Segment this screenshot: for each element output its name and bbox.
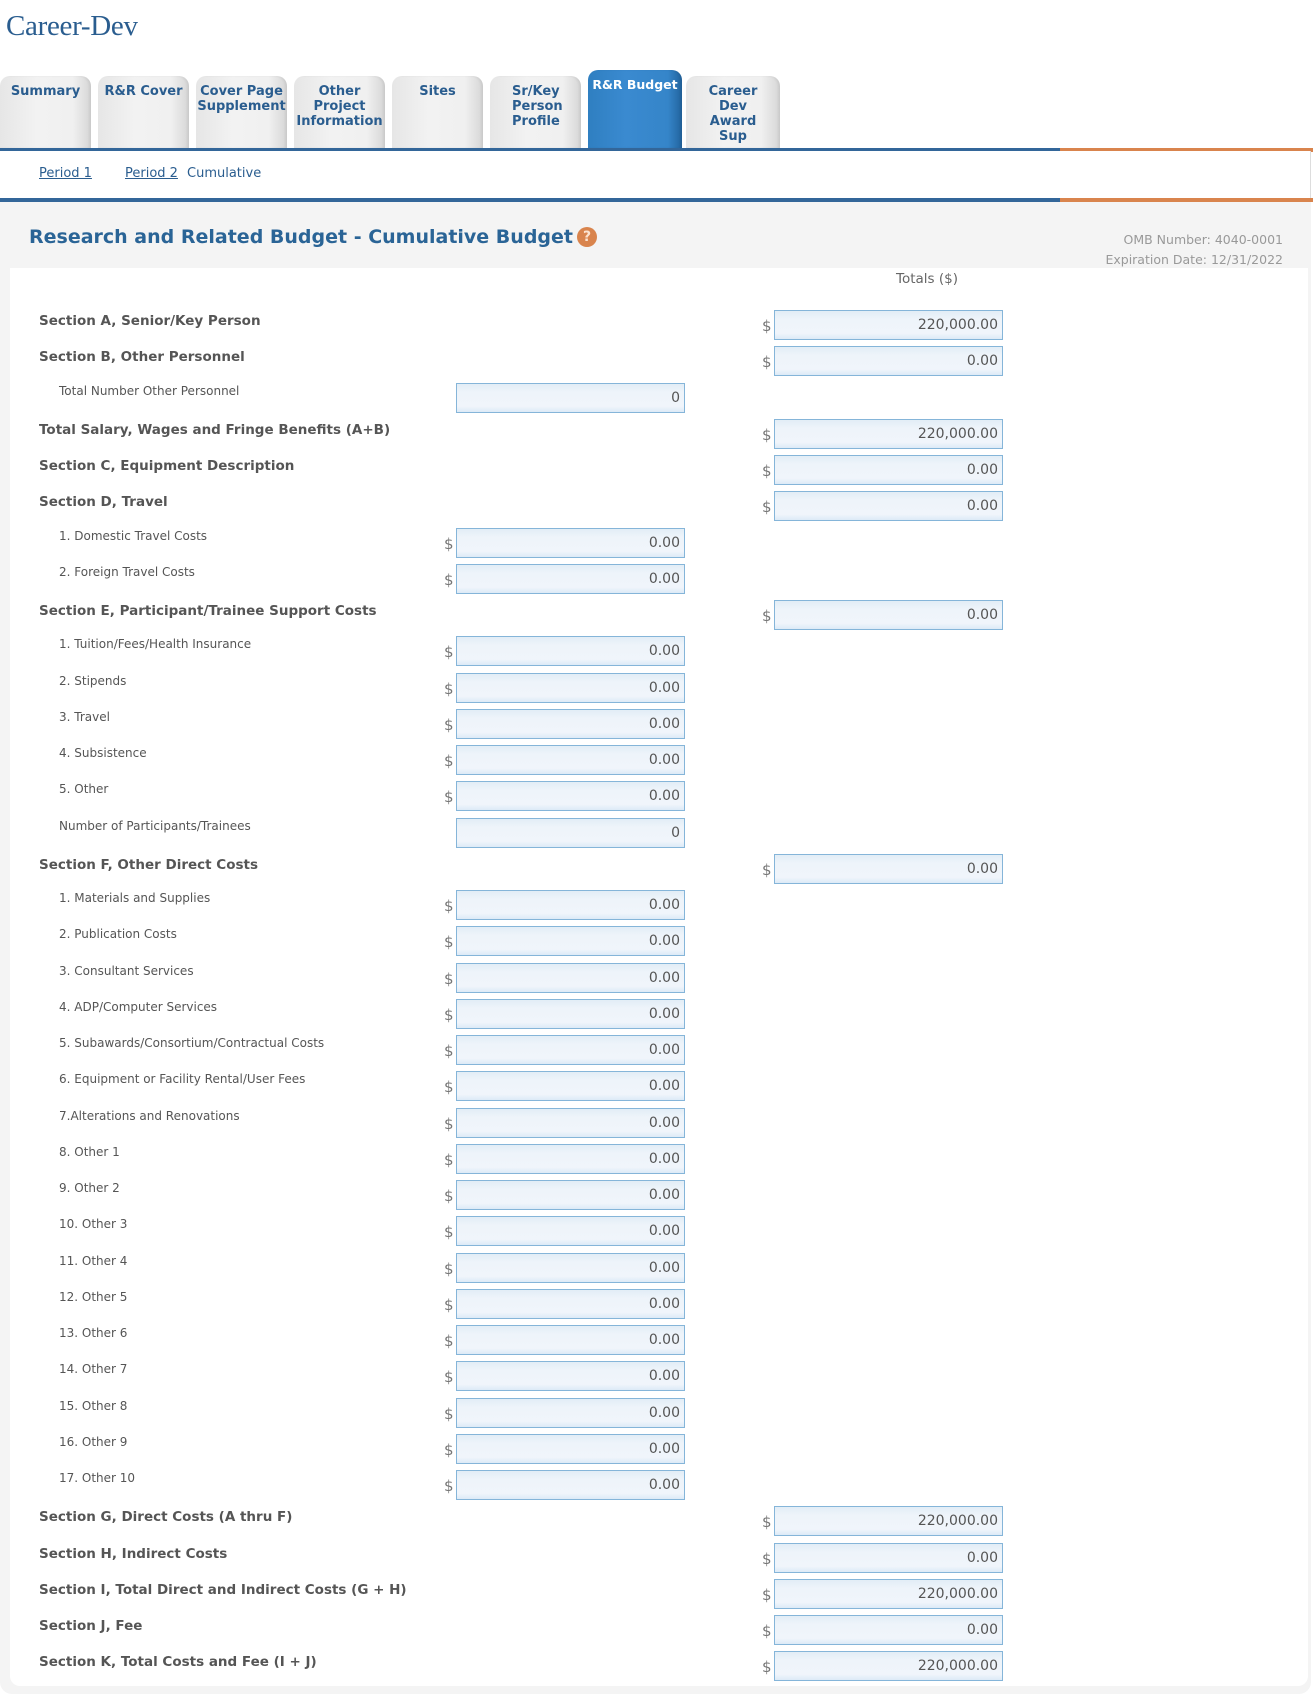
tab-other-project-information[interactable] [294, 76, 385, 148]
amount-field[interactable]: 0.00 [456, 1180, 685, 1210]
amount-field[interactable]: 0.00 [456, 1361, 685, 1391]
row-label: 1. Tuition/Fees/Health Insurance [59, 637, 252, 651]
row-label: Section G, Direct Costs (A thru F) [39, 1509, 293, 1525]
dollar-sign: $ [444, 1405, 454, 1423]
row-label: Section J, Fee [39, 1618, 143, 1634]
row-label: 14. Other 7 [59, 1362, 128, 1376]
dollar-sign: $ [762, 426, 772, 444]
tab-label: R&R Budget [592, 77, 678, 92]
dollar-sign: $ [444, 970, 454, 988]
app-title: Career-Dev [6, 10, 138, 42]
dollar-sign: $ [762, 607, 772, 625]
page-title-text: Research and Related Budget - Cumulative Budget [29, 226, 573, 248]
page-header [0, 202, 1311, 268]
budget-row [0, 528, 1313, 562]
total-amount-field[interactable]: 220,000.00 [774, 419, 1003, 449]
row-label: Total Number Other Personnel [59, 384, 240, 398]
budget-row [0, 1216, 1313, 1250]
budget-row [0, 600, 1313, 634]
row-label: 4. ADP/Computer Services [59, 1000, 218, 1014]
amount-field[interactable]: 0.00 [456, 963, 685, 993]
row-label: 10. Other 3 [59, 1217, 128, 1231]
row-label: Total Salary, Wages and Fringe Benefits (A+B) [39, 422, 391, 438]
omb-number: OMB Number: 4040-0001 [1123, 232, 1283, 247]
dollar-sign: $ [444, 788, 454, 806]
amount-field[interactable]: 0.00 [456, 745, 685, 775]
row-label: 2. Publication Costs [59, 927, 177, 941]
tab-cover-page-supplement[interactable] [196, 76, 287, 148]
tab-label: Summary [10, 84, 81, 99]
budget-row [0, 1651, 1313, 1685]
dollar-sign: $ [444, 1115, 454, 1133]
row-label: Section K, Total Costs and Fee (I + J) [39, 1654, 317, 1670]
budget-row [0, 1289, 1313, 1323]
amount-field[interactable]: 0.00 [456, 1325, 685, 1355]
budget-row [0, 818, 1313, 852]
budget-row [0, 1506, 1313, 1540]
dollar-sign: $ [444, 1078, 454, 1096]
dollar-sign: $ [444, 571, 454, 589]
amount-field[interactable]: 0.00 [456, 673, 685, 703]
dollar-sign: $ [444, 1332, 454, 1350]
row-label: 8. Other 1 [59, 1145, 120, 1159]
budget-row [0, 1325, 1313, 1359]
amount-field[interactable]: 0.00 [456, 636, 685, 666]
budget-row [0, 1253, 1313, 1287]
row-label: 11. Other 4 [59, 1254, 128, 1268]
dollar-sign: $ [444, 1006, 454, 1024]
tab-rr-budget[interactable] [588, 70, 682, 148]
amount-field[interactable]: 0.00 [456, 564, 685, 594]
amount-field[interactable]: 0.00 [456, 781, 685, 811]
dollar-sign: $ [444, 1477, 454, 1495]
dollar-sign: $ [444, 752, 454, 770]
budget-row [0, 1579, 1313, 1613]
row-label: 2. Stipends [59, 674, 127, 688]
dollar-sign: $ [444, 1441, 454, 1459]
dollar-sign: $ [762, 462, 772, 480]
row-label: Section H, Indirect Costs [39, 1546, 228, 1562]
dollar-sign: $ [762, 1586, 772, 1604]
dollar-sign: $ [762, 1550, 772, 1568]
help-icon[interactable]: ? [577, 227, 597, 247]
dollar-sign: $ [444, 643, 454, 661]
budget-row [0, 1398, 1313, 1432]
total-amount-field[interactable]: 220,000.00 [774, 1651, 1003, 1681]
budget-row [0, 346, 1313, 380]
total-amount-field[interactable]: 220,000.00 [774, 1579, 1003, 1609]
row-label: 4. Subsistence [59, 746, 147, 760]
total-amount-field[interactable]: 0.00 [774, 346, 1003, 376]
amount-field[interactable]: 0.00 [456, 890, 685, 920]
budget-row [0, 673, 1313, 707]
total-amount-field[interactable]: 0.00 [774, 455, 1003, 485]
row-label: Section F, Other Direct Costs [39, 857, 258, 873]
dollar-sign: $ [444, 535, 454, 553]
amount-field[interactable]: 0.00 [456, 1253, 685, 1283]
row-label: Section A, Senior/Key Person [39, 313, 261, 329]
row-label: 15. Other 8 [59, 1399, 128, 1413]
row-label: 1. Materials and Supplies [59, 891, 211, 905]
dollar-sign: $ [762, 317, 772, 335]
dollar-sign: $ [762, 861, 772, 879]
tab-label: Cover Page Supplement [197, 84, 286, 114]
budget-row [0, 890, 1313, 924]
tab-label: Career Dev Award Sup [708, 84, 758, 144]
dollar-sign: $ [444, 933, 454, 951]
budget-row [0, 709, 1313, 743]
row-label: Section C, Equipment Description [39, 458, 295, 474]
tab-label: Sr/Key Person Profile [512, 84, 563, 129]
tab-label: Sites [419, 84, 456, 99]
budget-row [0, 1615, 1313, 1649]
tab-summary[interactable] [0, 76, 91, 148]
budget-row [0, 999, 1313, 1033]
budget-row [0, 745, 1313, 779]
total-amount-field[interactable]: 220,000.00 [774, 1506, 1003, 1536]
budget-row [0, 1361, 1313, 1395]
amount-field[interactable]: 0.00 [456, 1035, 685, 1065]
total-amount-field[interactable]: 0.00 [774, 491, 1003, 521]
row-label: 5. Other [59, 782, 109, 796]
amount-field[interactable]: 0.00 [456, 999, 685, 1029]
dollar-sign: $ [444, 716, 454, 734]
dollar-sign: $ [762, 1658, 772, 1676]
budget-row [0, 963, 1313, 997]
tab-bar [0, 0, 1313, 150]
count-field[interactable]: 0 [456, 383, 685, 413]
totals-column-header: Totals ($) [896, 271, 958, 287]
dollar-sign: $ [444, 1296, 454, 1314]
dollar-sign: $ [762, 498, 772, 516]
amount-field[interactable]: 0.00 [456, 1071, 685, 1101]
row-label: 3. Consultant Services [59, 964, 194, 978]
total-amount-field[interactable]: 0.00 [774, 1615, 1003, 1645]
amount-field[interactable]: 0.00 [456, 1434, 685, 1464]
budget-row [0, 1180, 1313, 1214]
budget-row [0, 310, 1313, 344]
tab-label: Other Project Information [296, 84, 383, 129]
dollar-sign: $ [444, 680, 454, 698]
tab-sr-key-person-profile[interactable] [490, 76, 581, 148]
count-field[interactable]: 0 [456, 818, 685, 848]
budget-row [0, 1543, 1313, 1577]
dollar-sign: $ [444, 1260, 454, 1278]
row-label: 9. Other 2 [59, 1181, 120, 1195]
budget-row [0, 1108, 1313, 1142]
budget-row [0, 854, 1313, 888]
budget-row [0, 564, 1313, 598]
budget-row [0, 1035, 1313, 1069]
row-label: 5. Subawards/Consortium/Contractual Costs [59, 1036, 325, 1050]
budget-row [0, 1144, 1313, 1178]
dollar-sign: $ [762, 1513, 772, 1531]
dollar-sign: $ [444, 897, 454, 915]
budget-row [0, 1434, 1313, 1468]
row-label: 1. Domestic Travel Costs [59, 529, 208, 543]
row-label: Number of Participants/Trainees [59, 819, 251, 833]
expiration-date: Expiration Date: 12/31/2022 [1105, 252, 1283, 267]
dollar-sign: $ [444, 1187, 454, 1205]
budget-row [0, 1470, 1313, 1504]
amount-field[interactable]: 0.00 [456, 1289, 685, 1319]
amount-field[interactable]: 0.00 [456, 1144, 685, 1174]
row-label: 12. Other 5 [59, 1290, 128, 1304]
row-label: 17. Other 10 [59, 1471, 136, 1485]
dollar-sign: $ [444, 1223, 454, 1241]
omb-info [1105, 230, 1283, 270]
row-label: Section E, Participant/Trainee Support Costs [39, 603, 377, 619]
dollar-sign: $ [444, 1042, 454, 1060]
amount-field[interactable]: 0.00 [456, 1470, 685, 1500]
total-amount-field[interactable]: 0.00 [774, 854, 1003, 884]
amount-field[interactable]: 0.00 [456, 1398, 685, 1428]
budget-row [0, 419, 1313, 453]
page-title [29, 226, 597, 248]
amount-field[interactable]: 0.00 [456, 1108, 685, 1138]
cumulative-current: Cumulative [187, 166, 262, 181]
dollar-sign: $ [444, 1368, 454, 1386]
period-nav [0, 151, 1311, 198]
budget-row [0, 636, 1313, 670]
amount-field[interactable]: 0.00 [456, 1216, 685, 1246]
row-label: 16. Other 9 [59, 1435, 128, 1449]
total-amount-field[interactable]: 220,000.00 [774, 310, 1003, 340]
row-label: Section I, Total Direct and Indirect Costs (G + H) [39, 1582, 407, 1598]
amount-field[interactable]: 0.00 [456, 709, 685, 739]
budget-row [0, 781, 1313, 815]
row-label: Section D, Travel [39, 494, 168, 510]
budget-row [0, 491, 1313, 525]
row-label: 3. Travel [59, 710, 110, 724]
budget-row [0, 926, 1313, 960]
dollar-sign: $ [444, 1151, 454, 1169]
tab-rr-cover[interactable] [98, 76, 189, 148]
budget-row [0, 383, 1313, 417]
budget-row [0, 455, 1313, 489]
amount-field[interactable]: 0.00 [456, 528, 685, 558]
budget-row [0, 1071, 1313, 1105]
total-amount-field[interactable]: 0.00 [774, 1543, 1003, 1573]
tab-career-dev-award-sup[interactable] [686, 76, 780, 148]
row-label: 2. Foreign Travel Costs [59, 565, 195, 579]
row-label: 6. Equipment or Facility Rental/User Fees [59, 1072, 306, 1086]
period-2-link[interactable]: Period 2 [125, 166, 178, 181]
total-amount-field[interactable]: 0.00 [774, 600, 1003, 630]
period-1-link[interactable]: Period 1 [39, 166, 92, 181]
amount-field[interactable]: 0.00 [456, 926, 685, 956]
dollar-sign: $ [762, 353, 772, 371]
dollar-sign: $ [762, 1622, 772, 1640]
tab-label: R&R Cover [104, 84, 183, 99]
row-label: Section B, Other Personnel [39, 349, 245, 365]
tab-sites[interactable] [392, 76, 483, 148]
row-label: 13. Other 6 [59, 1326, 128, 1340]
row-label: 7.Alterations and Renovations [59, 1109, 240, 1123]
